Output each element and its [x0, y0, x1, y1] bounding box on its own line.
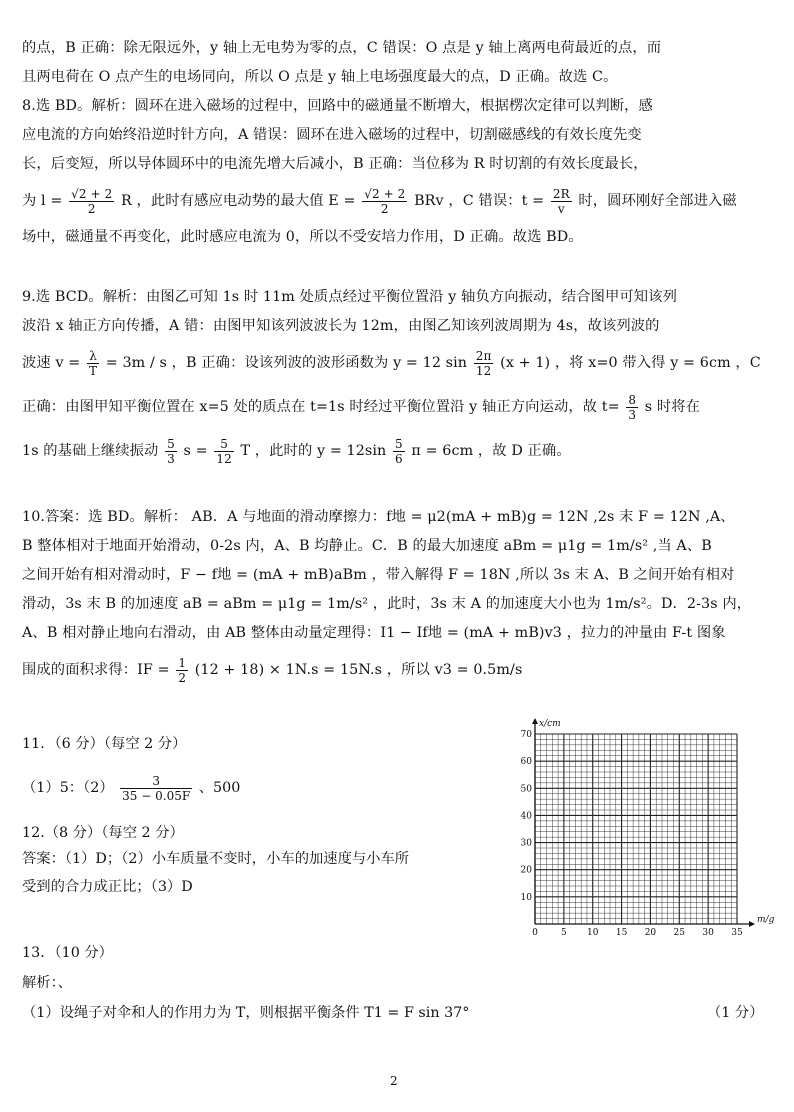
- fraction: $\frac{3}{35 - 0.05F}$: [122, 773, 191, 803]
- answer-10: [22, 503, 774, 692]
- text-line: 应电流的方向始终沿逆时针方向，A 错误：圆环在进入磁场的过程中，切割磁感线的有效长度先变: [22, 127, 642, 143]
- page-number: 2: [390, 1074, 398, 1088]
- y-tick-label: 20: [520, 865, 532, 876]
- answer-9: [22, 283, 774, 473]
- question-11-header: 11．（6 分）（每空 2 分）: [22, 736, 187, 752]
- fraction: $\frac{1}{2}$: [178, 655, 187, 685]
- score-note: （1 分）: [707, 1005, 764, 1021]
- y-tick-label: 70: [520, 730, 532, 740]
- x-axis-arrow: [749, 921, 755, 927]
- fraction: $\frac{√2 + 2}{2}$: [71, 186, 113, 216]
- text-line: 8.选 BD。解析：圆环在进入磁场的过程中，回路中的磁通量不断増大，根据楞次定律可以判断，感: [22, 98, 653, 114]
- text-line: B 整体相对于地面开始滑动，0-2s 内，A、B 均静止。C．B 的最大加速度 aBm = μ1g = 1m/s² ,当 A、B: [22, 538, 712, 554]
- question-12-answer-line: 答案：（1）D；（2）小车质量不变时，小车的加速度与小车所: [22, 851, 410, 867]
- fraction: $\frac{8}{3}$: [628, 392, 637, 422]
- question-13-step-1: （1）设绳子对伞和人的作用力为 T，则根据平衡条件 T1 = F sin 37°: [22, 1005, 470, 1021]
- text-line: 且两电荷在 O 点产生的电场同向，所以 O 点是 y 轴上电场强度最大的点，D 正确。故选 C。: [22, 69, 618, 85]
- question-12-header: 12.（8 分）（每空 2 分）: [22, 825, 184, 841]
- text-line-with-fractions: 波速 v = $\frac{\lambda}{T}$ = 3m / s ，B 正确：设该列波的波形函数为 y = 12 sin $\frac{2\pi}{12}$ (x + 1) ，将 x=0 带入得 y = 6cm ，C: [22, 348, 761, 378]
- text-line-with-fractions: 1s 的基础上继续振动 $\frac{5}{3}$ s = $\frac{5}{12}$ T ，此时的 y = 12sin $\frac{5}{6}$ π = 6cm ，故 D 正确。: [22, 436, 571, 466]
- y-tick-label: 10: [520, 892, 532, 903]
- question-11-answer: （1）5：（2） $\frac{3}{35 - 0.05F}$ 、500: [22, 773, 241, 803]
- fraction: $\frac{2\pi}{12}$: [475, 348, 492, 378]
- x-tick-label: 30: [702, 928, 714, 938]
- fraction: $\frac{2R}{v}$: [552, 186, 570, 216]
- fraction: $\frac{5}{6}$: [395, 436, 403, 466]
- text-line: A、B 相对静止地向右滑动，由 AB 整体由动量定理得：I1 − If地 = (mA + mB)v3 ，拉力的冲量由 F-t 图象: [22, 625, 726, 641]
- x-tick-label: 25: [673, 928, 686, 938]
- text-line: 之间开始有相对滑动时，F − f地 = (mA + mB)aBm ，带入解得 F = 18N ,所以 3s 末 A、B 之间开始有相对: [22, 567, 735, 583]
- fraction: $\frac{√2 + 2}{2}$: [364, 186, 406, 216]
- y-tick-label: 30: [520, 838, 532, 849]
- y-axis-label: x/cm: [539, 719, 561, 729]
- x-axis-label: m/g: [757, 915, 775, 925]
- answer-7-continued: [22, 34, 774, 92]
- text-line: 10.答案：选 BD。解析： AB．A 与地面的滑动摩擦力：f地 = μ2(mA + mB)g = 12N ,2s 末 F = 12N ,A、: [22, 509, 735, 525]
- blank-grid-chart: [515, 718, 775, 938]
- y-axis-arrow: [532, 718, 538, 724]
- text-line: 长，后变短，所以导体圆环中的电流先增大后减小，B 正确：当位移为 R 时切割的有效长度最长，: [22, 156, 648, 172]
- x-tick-label: 20: [644, 928, 657, 938]
- x-tick-label: 10: [586, 928, 599, 938]
- fraction: $\frac{\lambda}{T}$: [89, 348, 98, 378]
- fraction: $\frac{5}{12}$: [216, 436, 232, 466]
- text-line: 场中，磁通量不再变化，此时感应电流为 0，所以不受安培力作用，D 正确。故选 BD。: [22, 229, 583, 245]
- x-tick-label: 35: [731, 928, 743, 938]
- text-line-with-fractions: 围成的面积求得：IF = $\frac{1}{2}$ (12 + 18) × 1N.s = 15N.s ，所以 v3 = 0.5m/s: [22, 655, 523, 685]
- text-line: 滑动，3s 末 B 的加速度 aB = aBm = μ1g = 1m/s² ，此时，3s 末 A 的加速度大小也为 1m/s²。D．2-3s 内，: [22, 596, 752, 612]
- y-tick-label: 50: [520, 784, 532, 795]
- x-tick-label: 5: [560, 928, 567, 938]
- y-tick-label: 60: [520, 757, 532, 768]
- text-line: 9.选 BCD。解析：由图乙可知 1s 时 11m 处质点经过平衡位置沿 y 轴负方向振动，结合图甲可知该列: [22, 289, 677, 305]
- text-line: 的点，B 正确：除无限远外，y 轴上无电势为零的点，C 错误：O 点是 y 轴上离两电荷最近的点，而: [22, 40, 662, 56]
- x-tick-label: 0: [532, 928, 538, 938]
- question-13-header: 13．（10 分）: [22, 945, 113, 961]
- text-line-with-fractions: 正确：由图甲知平衡位置在 x=5 处的质点在 t=1s 时经过平衡位置沿 y 轴正方向运动，故 t= $\frac{8}{3}$ s 时将在: [22, 392, 701, 422]
- question-13-analysis-label: 解析：、: [22, 975, 73, 991]
- question-12-answer-line: 受到的合力成正比；（3）D: [22, 879, 193, 895]
- text-line-with-fractions: 为 l = $\frac{√2 + 2}{2}$ R ，此时有感应电动势的最大值 E = $\frac{√2 + 2}{2}$ BRv ，C 错误：t = $\frac{2R}{v}$ 时，圆环刚好全部进入磁: [22, 186, 737, 216]
- answer-8: [22, 92, 774, 252]
- text-line: 波沿 x 轴正方向传播，A 错：由图甲知该列波波长为 12m，由图乙知该列波周期为 4s，故该列波的: [22, 318, 660, 334]
- y-tick-label: 40: [520, 811, 532, 822]
- fraction: $\frac{5}{3}$: [167, 436, 175, 466]
- x-tick-label: 15: [615, 928, 628, 938]
